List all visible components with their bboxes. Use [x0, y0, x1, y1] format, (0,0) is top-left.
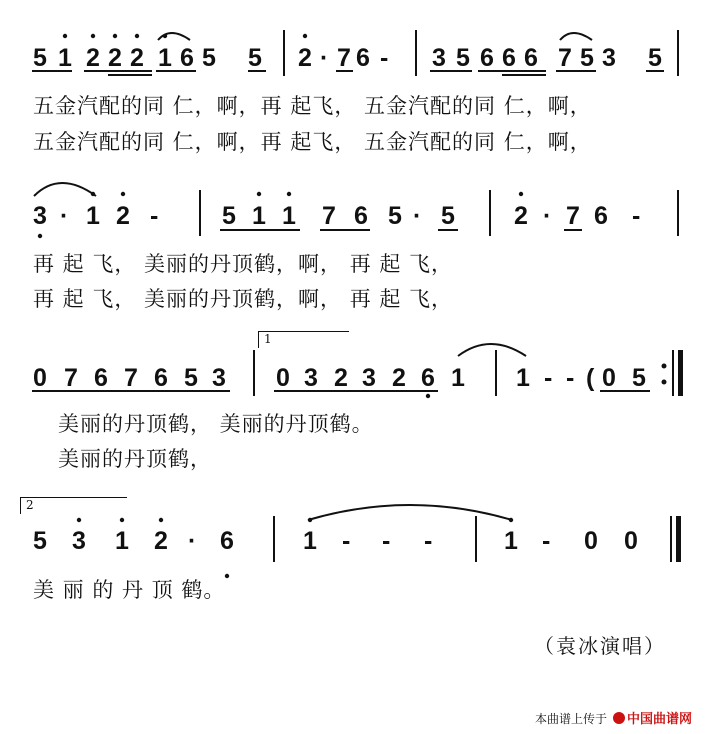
note: 1 [303, 527, 317, 555]
note: 2 [514, 202, 528, 230]
note: 1 [282, 202, 296, 230]
logo-text: 中国曲谱网 [627, 712, 693, 727]
note: 7 [566, 202, 580, 230]
note: 5 [648, 44, 662, 72]
note: 3 [304, 364, 318, 392]
note: 5 [222, 202, 236, 230]
site-logo[interactable] [613, 708, 692, 727]
note: - [150, 202, 159, 230]
note: 5 [456, 44, 470, 72]
notes-line-1 [0, 44, 720, 80]
note: - [632, 202, 641, 230]
volta-bracket-1 [258, 331, 349, 348]
lyric-line-3a: 美丽的丹顶鹤， 美丽的丹顶鹤。 [58, 412, 374, 436]
note: 2 [392, 364, 406, 392]
note: 7 [322, 202, 336, 230]
note: 7 [64, 364, 78, 392]
note: 3 [362, 364, 376, 392]
note: - [542, 527, 551, 555]
volta-number: 1 [264, 332, 272, 346]
note: 0 [624, 527, 638, 555]
note: - [566, 364, 575, 392]
lyric-line-1b: 五金汽配的同 仁，啊，再 起飞， 五金汽配的同 仁，啊， [33, 130, 592, 154]
note: 6 [502, 44, 516, 72]
note: · [413, 202, 422, 230]
note: 2 [116, 202, 130, 230]
note: 6 [154, 364, 168, 392]
note: 3 [33, 202, 47, 230]
note: 1 [58, 44, 72, 72]
note: 7 [337, 44, 351, 72]
note: · [188, 527, 197, 555]
notes-line-2 [0, 202, 720, 238]
note: 5 [441, 202, 455, 230]
note: - [380, 44, 389, 72]
note: 5 [248, 44, 262, 72]
note: 6 [421, 364, 435, 392]
note: 2 [108, 44, 122, 72]
note: 6 [480, 44, 494, 72]
note: 3 [212, 364, 226, 392]
note: 3 [72, 527, 86, 555]
tie [308, 505, 512, 520]
note: 1 [504, 527, 518, 555]
note: 0 [602, 364, 616, 392]
note: 6 [94, 364, 108, 392]
note: 6 [180, 44, 194, 72]
note: 5 [202, 44, 216, 72]
note: 6 [220, 527, 234, 555]
note: - [342, 527, 351, 555]
note: 5 [580, 44, 594, 72]
lyric-line-3b: 美丽的丹顶鹤， [58, 447, 212, 471]
lyric-line-2b: 再 起 飞， 美丽的丹顶鹤，啊， 再 起 飞， [33, 287, 454, 311]
note: - [424, 527, 433, 555]
note: 0 [33, 364, 47, 392]
note: 6 [354, 202, 368, 230]
note: 6 [524, 44, 538, 72]
notes-line-4 [0, 527, 720, 563]
note: 5 [33, 44, 47, 72]
note: 5 [184, 364, 198, 392]
note: - [544, 364, 553, 392]
note: · [60, 202, 69, 230]
slur [158, 33, 190, 40]
note: · [320, 44, 329, 72]
singer-credit: （袁冰演唱） [534, 634, 666, 658]
upload-text: 本曲谱上传于 [535, 712, 608, 726]
note: 0 [276, 364, 290, 392]
note: - [382, 527, 391, 555]
note: 5 [388, 202, 402, 230]
note: 1 [252, 202, 266, 230]
note: 1 [115, 527, 129, 555]
logo-icon [613, 712, 625, 724]
note: 1 [516, 364, 530, 392]
note: 2 [298, 44, 312, 72]
note: 7 [558, 44, 572, 72]
note: ( [586, 364, 595, 392]
tie [458, 344, 526, 356]
note: 2 [334, 364, 348, 392]
note: 5 [632, 364, 646, 392]
note: 1 [158, 44, 172, 72]
slur [560, 33, 592, 40]
lyric-line-4a: 美 丽 的 丹 顶 鹤。 [33, 578, 226, 602]
notes-line-3 [0, 364, 720, 400]
note: 2 [154, 527, 168, 555]
volta-bracket-2 [20, 497, 127, 514]
note: 1 [451, 364, 465, 392]
note: 6 [594, 202, 608, 230]
note: 2 [130, 44, 144, 72]
volta-number: 2 [26, 498, 34, 512]
note: 3 [432, 44, 446, 72]
note: 2 [86, 44, 100, 72]
lyric-line-2a: 再 起 飞， 美丽的丹顶鹤，啊， 再 起 飞， [33, 252, 454, 276]
note: 5 [33, 527, 47, 555]
note: · [543, 202, 552, 230]
note: 3 [602, 44, 616, 72]
lyric-line-1a: 五金汽配的同 仁，啊，再 起飞， 五金汽配的同 仁，啊， [33, 94, 592, 118]
slur [34, 183, 96, 196]
note: 1 [86, 202, 100, 230]
note: 6 [356, 44, 370, 72]
note: 7 [124, 364, 138, 392]
note: 0 [584, 527, 598, 555]
